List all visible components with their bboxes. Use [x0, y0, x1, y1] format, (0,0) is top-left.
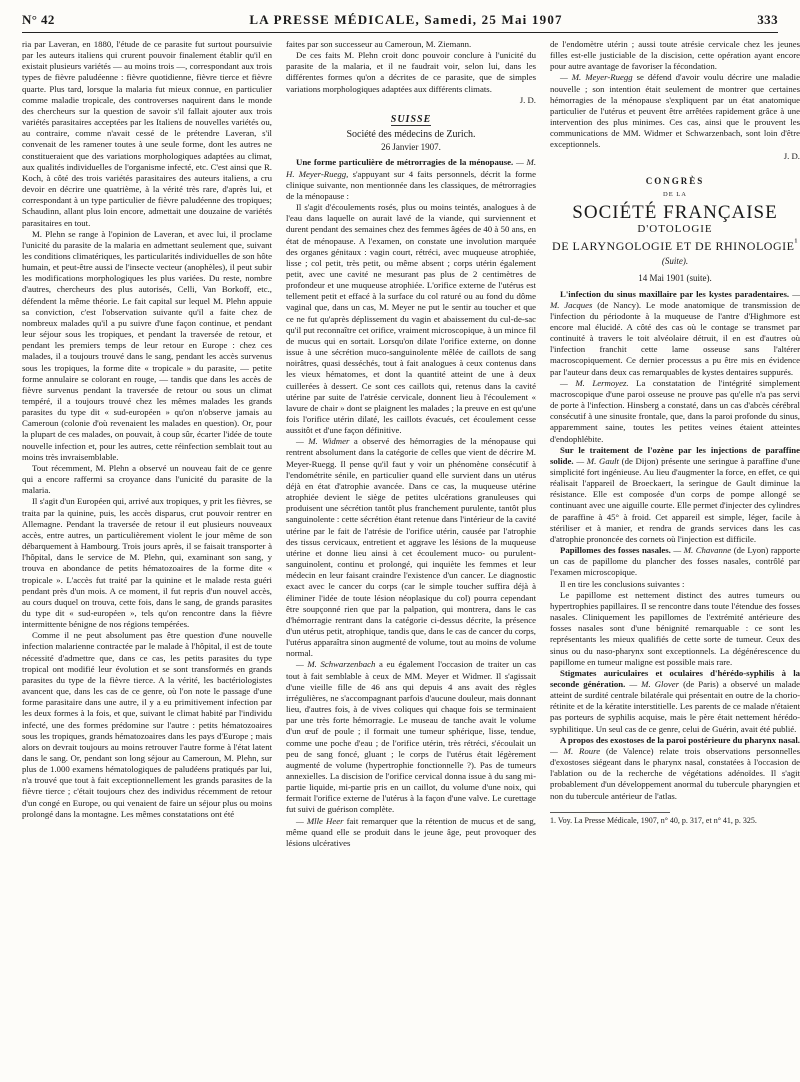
author: — M. Roure	[550, 745, 601, 756]
paragraph	[550, 545, 800, 578]
column-1	[22, 39, 272, 849]
footnote-marker: ¹	[794, 237, 798, 249]
paragraph	[550, 445, 800, 545]
session-date: 26 Janvier 1907.	[381, 142, 441, 153]
congress-society: SOCIÉTÉ FRANÇAISE	[572, 202, 778, 224]
paragraph: Il s'agit d'un Européen qui, arrivé aux tropiques, y prit les fièvres, se traita par la quinine, puis, les accès disparus, crut pouvoir rentrer en Allemagne. Pendant la traversée de retour il eut plusieurs nouveaux accès, entre autres, un particulièrement violent le jour même de son débarquement à Hambourg. Trois jours après, il se faisait transporter à l'hôpital, dans le service de M. Plehn, qui, examinant son sang, y trouva en abondance de petits hématozoaires de la forme dite « tropicale ». L'accès fut traité par la quinine et le malade resta guéri pendant près d'un mois. A ce moment, il fut repris d'un nouvel accès, au cours duquel on trouva, cette fois, dans le sang, de grands parasites du type dit « sud-européen », tels qu'on rencontre dans la fièvre intermittente bénigne de nos régions tempérées.	[22, 496, 272, 630]
session-date: 14 Mai 1901 (suite).	[638, 273, 712, 284]
paragraph: faites par son successeur au Cameroun, M. Ziemann.	[286, 39, 472, 49]
paragraph-text: a observé des hémorragies de la ménopause qui rentrent absolument dans la catégorie de celles que vient de décrire M. Meyer-Ruegg. Il pense qu'il faut y voir un phénomène consécutif à l'endométrite sénile, en particulier quand elle survient dans un utérus déjà en état d'atrophie avancée. Dans ce cas, la muqueuse utérine atrophiée devient le siège de petites ulcérations granuleuses qui produisent une sécrétion tantôt plus franchement purulente, tantôt plus sanguinolente : cette sécrétion étant retenue dans l'intérieur de la cavité utérine par le fait de l'atrésie de l'orifice utérin, causée par l'atrophie des tissus cervicaux, entretient et aggrave les lésions de la muqueuse utérine et donne lieu ainsi à cet écoulement muco- ou purulent-sanguinolent, continu et prolongé, qui inquiète les femmes et leur médecin en leur faisant craindre l'existence d'un cancer. Le diagnostic exact avec le cancer du corps (car le simple toucher suffira déjà à éliminer l'idée de toute lésion néoplasique du col) pourra cependant être soupçonné rien que par la palpation, qui montrera, dans le cas d'hémorragie rentrant dans la catégorie ci-dessus décrite, la présence d'un utérus petit, atrophique, tandis que, dans le cas de cancer du corps, l'utérus apparaîtra sinon augmenté de volume, tout au moins de volume normal.	[286, 436, 536, 659]
paragraph-text: (de Nancy). Le mode anatomique de transmission de l'infection du périodonte à la muqueuse de l'antre d'Highmore est encore mal élucidé. A côté des cas où le contage se transmet par continuité à travers le toit alvéolaire détruit, il en est d'autres où l'infection franchit cette lame osseuse sans l'altérer macroscopiquement. Ce dernier processus a pu être mis en évidence par l'auteur dans deux cas remarquables de kystes dentaires suppurés.	[550, 299, 800, 377]
article-lead	[286, 157, 536, 202]
columns	[22, 39, 800, 849]
paragraph: Comme il ne peut absolument pas être question d'une nouvelle infection malarienne contractée par le malade à l'hôpital, il est de toute nécessité d'admettre que, dans ce cas, les petits parasites du type tropical ont modifié leur évolution et se sont transformés en grands parasites du type de la fièvre tierce. A la vérité, les bactériologistes avancent que, dans les cas de ce genre, où l'on note le passage d'une forme parasitaire dans une autre, il y a eu primitivement infection par les deux formes à la fois, et que, suivant le climat habité par l'individu infecté, une des formes prédomine sur l'autre : petits hématozoaires sous les tropiques, grands hématozoaires dans les pays d'Europe ; mais alors on devrait toujours au moins retrouver l'autre forme à l'état latent dans le sang. Or, pendant son long séjour au Cameroun, M. Plehn, sur plus de 1.000 examens hématologiques de paludéens pratiqués par lui, n'a trouvé que tout à fait exceptionnellement les grands parasites de la fièvre tierce ; c'était toujours chez des individus récemment de retour d'un congé en Europe, ou qui venaient de faire un séjour plus ou moins prolongé dans la montagne. Les mêmes constatations ont été	[22, 630, 272, 819]
article-title: A propos des exostoses de la paroi postérieure du pharynx nasal.	[560, 734, 800, 745]
paragraph: M. Plehn se range à l'opinion de Laveran, et avec lui, il proclame l'unicité du parasite de la malaria en admettant seulement que, suivant les conditions climatériques, les particularités individuelles de son hôte humain, et peut-être aussi de l'insecte vecteur (anophèles), il peut subir les modifications morphologiques les plus variées. Du reste, nombre d'autres, chercheurs des plus autorisés, Celli, Van Borkoff, etc., défendent la même théorie. Le fait capital sur lequel M. Plehn appuie sa conviction, c'est l'observation suivante qu'il a faite chez de nombreux malades qu'il a pu suivre d'une façon continue, et pendant leur séjour sous les tropiques, et pendant la traversée de retour, et pendant les premiers temps de leur retour en Europe : chez ces malades, il a toujours trouvé dans le sang, pendant les accès survenus sous les tropiques, la forme dite « tropicale » du parasite, — petite forme annulaire se colorant en rouge, — tandis que dans les accès de fièvre survenus pendant la traversée de retour ou sous un climat tempéré, il a toujours trouvé chez les mêmes malades les grands parasites du type dit « sud-européen » qu'on n'observe jamais au Cameroun (colonie d'où revenaient les malades en question). Or, pour la plupart de ces malades, on pouvait, à coup sûr, écarter l'idée de toute nouvelle infection et, pour les autres, cette réinfection semblait tout au moins très invraisemblable.	[22, 228, 272, 462]
congress-heading	[550, 176, 800, 268]
society-name: Société des médecins de Zurich.	[346, 129, 476, 141]
paragraph-text: La constatation de l'intégrité simplement macroscopique d'une paroi osseuse ne prouve pas qu'elle n'a pas servi de porte à l'infection. Hinsberg a constaté, dans un cas d'abcès cérébral consécutif à une sinusite frontale, que, dans la paroi profonde du sinus, apparemment saine, toutes les petites veines étaient atteintes d'endophlébite.	[550, 377, 800, 444]
author: — M. Meyer-Ruegg	[560, 72, 633, 83]
congress-de-la: DE LA	[663, 190, 687, 198]
congress-larynx	[550, 235, 800, 254]
signature: J. D.	[783, 150, 800, 161]
footnote: 1. Voy. La Presse Médicale, 1907, n° 40, p. 317, et n° 41, p. 325.	[550, 815, 757, 825]
paragraph	[286, 659, 536, 815]
author: — M. Widmer	[296, 436, 350, 447]
paragraph-text: a eu également l'occasion de traiter un cas tout à fait semblable à ceux de MM. Meyer et Widmer. Il s'agissait d'une vieille fille de 46 ans qui depuis 4 ans avait des règles irrégulières, ne s'accompagnant parfois d'aucune douleur, mais donnant lieu, d'autres fois, à de vives coliques qui chaque fois se terminaient par une très forte hémorragie. Le museau de tanche avait le volume d'un œuf de poule ; il formait une tumeur sphérique, lisse, tendue, comme une poche d'eau ; de l'orifice utérin, très rétréci, s'écoulait un peu de sang foncé, gluant ; le corps de l'utérus était légèrement augmenté de volume (hypertrophie fonctionnelle ?). Pas de tumeurs annexielles. La discision de l'orifice cervical donna issue à du sang mi-partie liquide, mi-partie pris en un caillot, du volume d'une noix, qui fermait l'orifice externe de l'utérus à la façon d'une valve. Le curettage fut suivi de guérison complète.	[286, 659, 536, 815]
paragraph	[550, 735, 800, 802]
article-title: Papillomes des fosses nasales.	[560, 545, 671, 556]
paragraph-text: (de Valence) relate trois observations personnelles d'exostoses siégeant dans le pharynx nasal, constatées à l'occasion de l'ablation ou de la recherche de végétations adénoïdes. Il s'agit probablement d'un développement anormal du tubercule pharyngien et non du tubercule antérieur de l'atlas.	[550, 745, 800, 801]
paragraph	[286, 816, 536, 849]
author: — Mlle Heer	[296, 815, 344, 826]
paragraph	[550, 72, 800, 150]
paragraph-text: (de Paris) a observé un malade atteint de surdité centrale bilatérale qui présentait en outre de la chorio-rétinite et de la kératite interstitielle. Les parents de ce malade n'étaient pas porteurs de syphilis acquise, mais le père était nettement hérédo-syphilitique. Un seul cas de ce genre, celui de Guérin, avait été publié.	[550, 678, 800, 734]
paragraph: ria par Laveran, en 1880, l'étude de ce parasite fut surtout poursuivie par les auteurs italiens qui crurent pouvoir finalement établir qu'il en existait plusieurs variétés — au moins trois —, correspondant aux trois types de fièvre paludéenne : fièvre quotidienne, fièvre tierce et fièvre quarte. Plus tard, lorsque la malaria fut mieux connue, en particulier comme maladie tropicale, des controverses naquirent dans le monde des chercheurs sur la question de savoir s'il fallait ajouter aux trois variétés parasitaires acceptées par les Italiens de nouvelles variétés ou, au contraire, comme n'avait cessé de le prétendre Laveran, s'il convenait de les ramener toutes à une seule forme, dont les autres ne constitueraient que des variations morphologiques adaptées au climat, aux qualités individuelles de l'organisme infecté, etc. C'est ainsi que R. Koch, à côté des trois variétés parasitaires des auteurs italiens, a cru devoir en décrire une quatrième, à la vérité très rare, d'après lui, et correspondant à un type particulier de fièvre paludéenne des tropiques; Schaudinn, allant plus loin encore, admettait une douzaine de variétés parasitaires en tout.	[22, 39, 272, 228]
signature: J. D.	[519, 94, 536, 105]
paragraph	[286, 436, 536, 659]
paragraph: De ces faits M. Plehn croit donc pouvoir conclure à l'unicité du parasite de la malaria, et il ne faudrait voir, selon lui, dans les différentes formes qu'on a décrites de ce parasite, que de simples variations morphologiques adaptées aux différents climats.	[286, 50, 536, 94]
author: — M. Schwarzenbach	[296, 659, 376, 670]
section-title	[286, 114, 536, 125]
author: — M. Lermoyez.	[560, 377, 629, 388]
issue-number: N° 42	[22, 12, 55, 27]
paragraph	[550, 378, 800, 445]
article-title: Une forme particulière de métrorragies de la ménopause.	[296, 157, 514, 168]
congress-otology: D'OTOLOGIE	[637, 223, 713, 236]
paragraph: Le papillome est nettement distinct des autres tumeurs ou hypertrophies papillaires. Il se rencontre dans toute l'étendue des fosses nasales. Cliniquement les papillomes de l'extrémité antérieure des fosses nasales sont d'une bénignité remarquable : ce sont les représentants les mieux qualifiés de cette sorte de tumeur. Ceux des sinus ou du naso-pharynx sont exceptionnels. La dégénérescence du papillome en tumeur maligne est possible mais rare.	[550, 589, 800, 667]
page-header	[22, 12, 778, 28]
author: — M. Jacques	[550, 288, 800, 310]
author: — M. Glover	[629, 678, 679, 689]
column-2	[286, 39, 536, 849]
author: — M. Gault	[576, 455, 619, 466]
author: — M. Chavanne	[673, 545, 732, 556]
paragraph-text: (de Dijon) présente une seringue à paraffine d'une simplicité fort ingénieuse. Au lieu d'augmenter la force, en effet, ce qui réalisait l'appareil de Broeckaert, la seringue de Gault diminue la résistance. Elle est composée d'un corps de pompe allongé se continuant avec une aiguille courte. Elle permet d'injecter des cylindres de paraffine à 45° à froid. Cet appareil est simple, léger, facile à stériliser et à manier, et rendra de grands services dans les cas d'atrophie prononcée des cornets où l'injection est difficile.	[550, 455, 800, 544]
paragraph: Tout récemment, M. Plehn a observé un nouveau fait de ce genre qui a encore raffermi sa croyance dans l'unicité du parasite de la malaria.	[22, 462, 272, 496]
paragraph: de l'endomètre utérin ; aussi toute atrésie cervicale chez les jeunes filles est-elle justiciable de la discision, cette opération ayant encore pour autre avantage de favoriser la fécondation.	[550, 39, 800, 72]
column-3	[550, 39, 800, 849]
congress-larynx-text: DE LARYNGOLOGIE ET DE RHINOLOGIE	[552, 239, 795, 254]
article-title: Stigmates auriculaires et oculaires d'hérédo-syphilis à la seconde génération.	[550, 667, 800, 689]
journal-title: LA PRESSE MÉDICALE, Samedi, 25 Mai 1907	[249, 12, 563, 27]
paragraph	[550, 668, 800, 735]
paragraph: Il en tire les conclusions suivantes :	[560, 578, 685, 589]
article-title: L'infection du sinus maxillaire par les kystes paradentaires.	[560, 288, 790, 299]
congress-label: CONGRÈS	[645, 175, 705, 186]
paragraph: Il s'agit d'écoulements rosés, plus ou moins teintés, analogues à de l'eau dans laquelle on aurait lavé de la viande, qui surviennent et durent pendant des semaines chez des femmes âgées de 40 à 50 ans, en état de ménopause. A l'examen, on constate une involution marquée des organes génitaux : vagin court, rétréci, avec muqueuse atrophiée, lisse ; col petit, très petit, ou même absent ; corps utérin également petit, avec une cavité ne mesurant pas plus de 2 centimètres de profondeur et une muqueuse atrophiée. L'orifice externe de l'utérus est tellement petit et effacé à la surface du col raturé ou au fond du dôme vaginal que, dans un cas, M. Meyer ne put le sentir au toucher et que ce ne fut qu'après déplissement du vagin et abaissement du cul-de-sac qu'il put reconnaître cet orifice, vraiment microscopique, à un mince fil de mucus qui en sortait. Lorsqu'on dilate l'orifice externe, on donne issue à une sécrétion muco-sanguinolente mêlée de caillots de sang noirâtres, quasi desséchés, tout à fait analogues à ceux contenus dans les vieux hématomes, et dont la quantité atteint de une à deux cuillerées à dessert. Ce sont ces caillots qui, retenus dans la cavité utérine par suite de l'atrésie cervicale, donnent lieu à l'écoulement « lavure de chair » dont se plaignent les malades ; la preuve en est qu'une fois l'orifice utérin dilaté, les caillots évacués, cet écoulement cesse aussitôt et d'une façon définitive.	[286, 202, 536, 436]
paragraph-text: se défend d'avoir voulu décrire une maladie nouvelle ; son intention était seulement de montrer que certaines hémorragies de la ménopause s'expliquent par un état anatomique particulier de l'utérus et peuvent être arrêtées rapidement grâce à une intervention des plus minimes. Ces cas, ainsi que le prouvent les communications de MM. Widmer et Schwarzenbach, sont loin d'être exceptionnels.	[550, 72, 800, 150]
paragraph-text: (de Lyon) rapporte un cas de papillome du plancher des fosses nasales, contrôlé par l'examen microscopique.	[550, 545, 800, 578]
article-author: — M. H. Meyer-Ruegg,	[286, 157, 536, 179]
section-title-text: SUISSE	[390, 113, 432, 125]
header-rule	[22, 32, 778, 33]
congress-suite: (Suite).	[661, 256, 689, 267]
paragraph-text: fait remarquer que la rétention de mucus et de sang, même quand elle se produit dans le jeune âge, peut provoquer des lésions ulcératives	[286, 815, 536, 848]
article-text: s'appuyant sur 4 faits personnels, décrit la forme clinique suivante, non mentionnée dans les classiques, de métrorragies de la ménopause :	[286, 168, 536, 201]
article-title: Sur le traitement de l'ozène par les injections de paraffine solide.	[550, 444, 800, 466]
paragraph	[550, 289, 800, 378]
page-number: 333	[757, 12, 778, 27]
